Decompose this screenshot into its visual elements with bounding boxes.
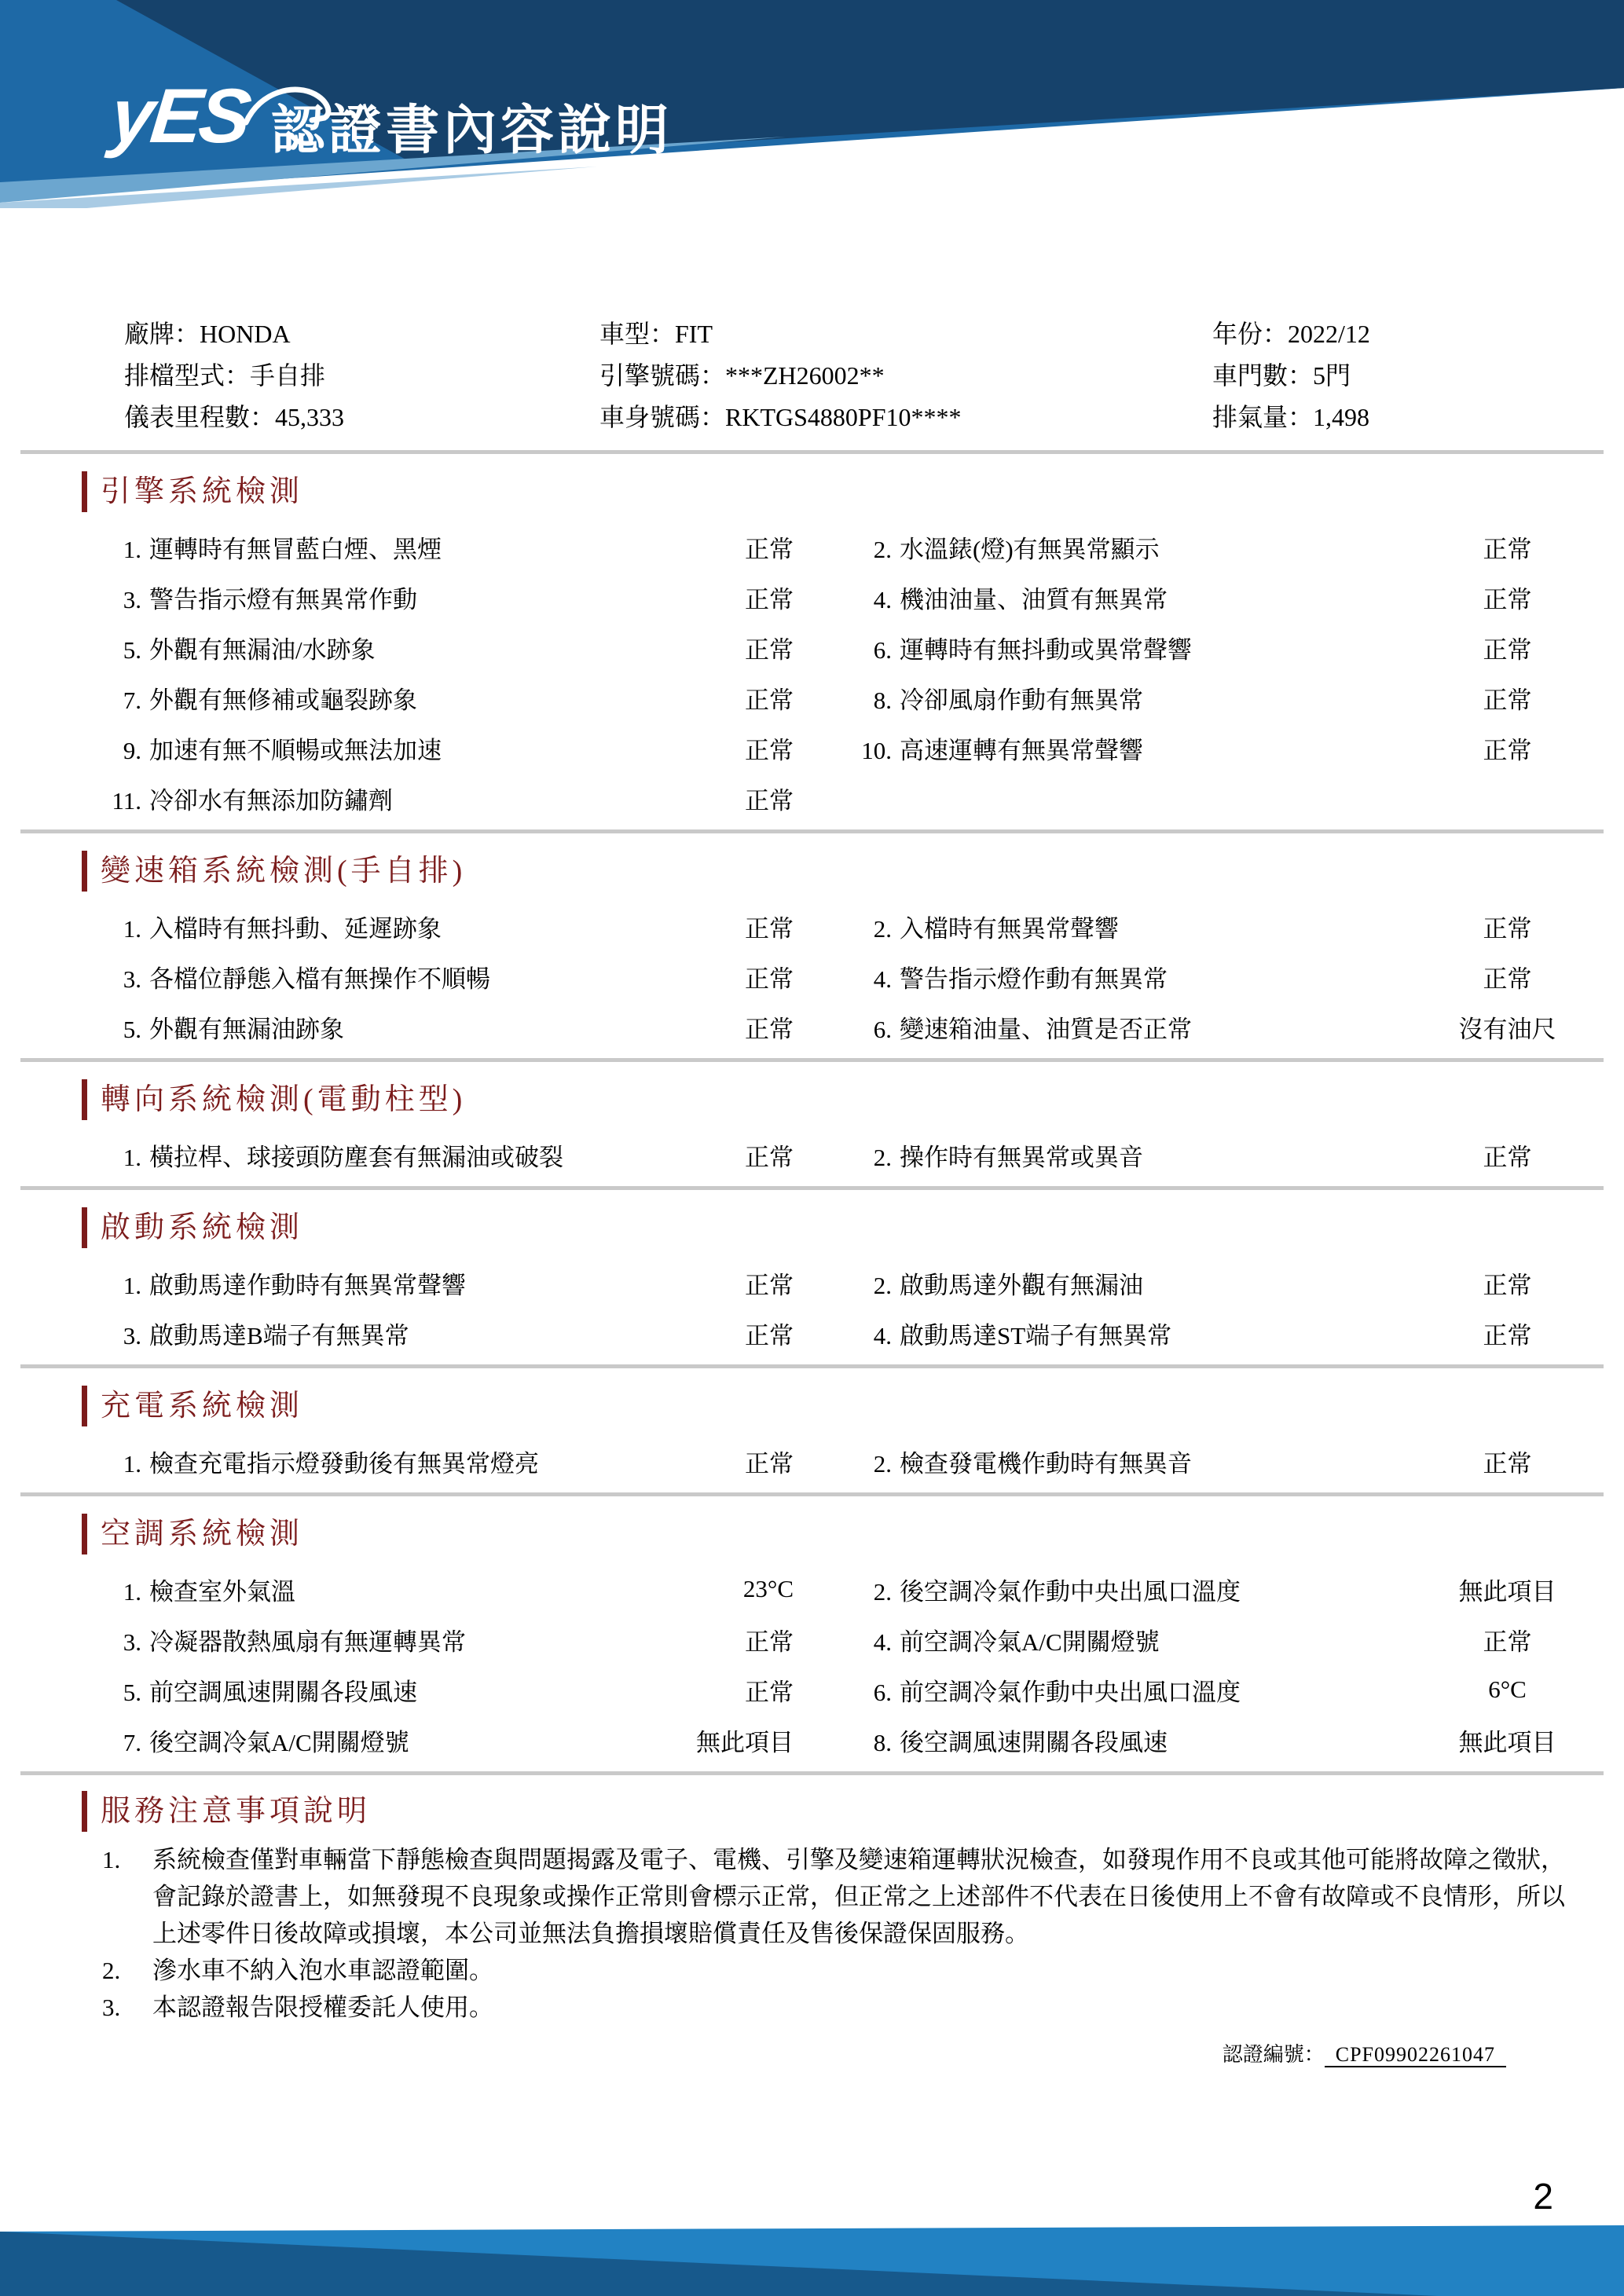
item-result: 正常 xyxy=(1483,635,1532,664)
inspection-row xyxy=(102,1564,1565,1614)
item-text: 啟動馬達ST端子有無異常 xyxy=(900,1321,1172,1349)
item-label xyxy=(852,630,1450,665)
note-item xyxy=(82,1841,1565,1952)
item-number: 2. xyxy=(873,535,892,563)
item-result: 6°C xyxy=(1488,1675,1527,1703)
item-label xyxy=(852,1622,1450,1657)
page-header xyxy=(0,0,1624,208)
item-text: 啟動馬達B端子有無異常 xyxy=(149,1321,409,1349)
inspection-row xyxy=(102,1715,1565,1765)
item-label xyxy=(852,1444,1450,1479)
item-text: 後空調風速開關各段風速 xyxy=(900,1728,1168,1756)
vehicle-info-field: 引擎號碼：***ZH26002** xyxy=(599,361,885,390)
item-result: 正常 xyxy=(745,535,794,563)
item-number: 1. xyxy=(123,1271,141,1299)
note-text: 本認證報告限授權委託人使用。 xyxy=(152,1994,493,2021)
item-result: 沒有油尺 xyxy=(1458,1015,1556,1043)
item-text: 啟動馬達作動時有無異常聲響 xyxy=(149,1271,466,1299)
inspection-row xyxy=(102,901,1565,951)
item-text: 前空調風速開關各段風速 xyxy=(149,1678,417,1706)
item-number: 10. xyxy=(861,736,892,764)
item-text: 橫拉桿、球接頭防塵套有無漏油或破裂 xyxy=(149,1143,563,1171)
item-number: 8. xyxy=(873,1728,892,1756)
item-label xyxy=(102,781,684,816)
item-text: 高速運轉有無異常聲響 xyxy=(900,736,1143,764)
item-number: 2. xyxy=(873,914,892,943)
item-label xyxy=(852,959,1450,994)
item-text: 操作時有無異常或異音 xyxy=(900,1143,1143,1171)
item-number: 4. xyxy=(873,1628,892,1656)
item-label xyxy=(102,1622,684,1657)
item-label xyxy=(102,529,684,565)
sections-container xyxy=(0,450,1624,1775)
service-notes-section xyxy=(0,1775,1624,2067)
item-number: 2. xyxy=(873,1143,892,1171)
item-number: 6. xyxy=(873,635,892,664)
item-result: 正常 xyxy=(1483,1143,1532,1171)
section-title: 充電系統檢測 xyxy=(82,1386,1565,1426)
item-text: 外觀有無修補或龜裂跡象 xyxy=(149,686,417,714)
item-result: 正常 xyxy=(1483,1271,1532,1299)
item-label xyxy=(102,680,684,716)
item-number: 3. xyxy=(123,965,141,993)
item-number: 1. xyxy=(123,1143,141,1171)
item-text: 運轉時有無冒藍白煙、黑煙 xyxy=(149,535,442,563)
inspection-row xyxy=(102,672,1565,723)
section-items xyxy=(82,1130,1565,1180)
item-number: 1. xyxy=(123,535,141,563)
item-number: 5. xyxy=(123,635,141,664)
inspection-row xyxy=(102,1664,1565,1715)
inspection-row xyxy=(102,572,1565,622)
notes-list xyxy=(82,1841,1565,2026)
item-number: 8. xyxy=(873,686,892,714)
item-result: 正常 xyxy=(1483,914,1532,943)
item-text: 變速箱油量、油質是否正常 xyxy=(900,1015,1192,1043)
section-title: 變速箱系統檢測(手自排) xyxy=(82,851,1565,892)
note-number: 1. xyxy=(102,1846,121,1873)
item-text: 外觀有無漏油/水跡象 xyxy=(149,635,376,664)
item-text: 警告指示燈作動有無異常 xyxy=(900,965,1168,993)
item-text: 外觀有無漏油跡象 xyxy=(149,1015,344,1043)
item-number: 2. xyxy=(873,1271,892,1299)
item-text: 檢查發電機作動時有無異音 xyxy=(900,1449,1192,1478)
note-text: 滲水車不納入泡水車認證範圍。 xyxy=(152,1957,493,1984)
item-result: 正常 xyxy=(745,1449,794,1478)
item-text: 檢查充電指示燈發動後有無異常燈亮 xyxy=(149,1449,539,1478)
item-number: 7. xyxy=(123,686,141,714)
section-items xyxy=(82,522,1565,823)
item-number: 1. xyxy=(123,1577,141,1606)
item-label xyxy=(102,1316,684,1351)
page-footer xyxy=(0,2225,1624,2296)
item-label xyxy=(102,959,684,994)
page-title: 認證書內容說明 xyxy=(271,101,673,160)
item-text: 檢查室外氣溫 xyxy=(149,1577,295,1606)
item-result: 正常 xyxy=(745,1271,794,1299)
item-label xyxy=(852,1723,1450,1758)
item-result: 正常 xyxy=(1483,965,1532,993)
certificate-number-line xyxy=(82,2038,1565,2067)
item-text: 入檔時有無異常聲響 xyxy=(900,914,1119,943)
vehicle-info-field: 年份：2022/12 xyxy=(1212,320,1370,348)
item-text: 運轉時有無抖動或異常聲響 xyxy=(900,635,1192,664)
item-text: 冷凝器散熱風扇有無運轉異常 xyxy=(149,1628,466,1656)
item-label xyxy=(852,731,1450,766)
item-result: 正常 xyxy=(745,736,794,764)
item-result: 正常 xyxy=(745,914,794,943)
inspection-section xyxy=(0,1496,1624,1771)
item-result: 正常 xyxy=(745,1143,794,1171)
item-label xyxy=(102,630,684,665)
item-label xyxy=(102,909,684,944)
inspection-row xyxy=(102,622,1565,672)
item-result: 正常 xyxy=(1483,686,1532,714)
item-result: 正常 xyxy=(1483,1628,1532,1656)
item-text: 各檔位靜態入檔有無操作不順暢 xyxy=(149,965,490,993)
section-title: 轉向系統檢測(電動柱型) xyxy=(82,1079,1565,1120)
item-result: 正常 xyxy=(1483,1449,1532,1478)
item-label xyxy=(102,1137,684,1173)
item-number: 3. xyxy=(123,585,141,613)
inspection-row xyxy=(102,773,1565,823)
section-title: 空調系統檢測 xyxy=(82,1514,1565,1554)
inspection-row xyxy=(102,522,1565,572)
vehicle-info-field: 廠牌：HONDA xyxy=(124,320,291,348)
item-result: 正常 xyxy=(1483,1321,1532,1349)
item-result: 正常 xyxy=(1483,585,1532,613)
section-items xyxy=(82,1436,1565,1486)
item-text: 冷卻水有無添加防鏽劑 xyxy=(149,786,393,815)
item-number: 4. xyxy=(873,1321,892,1349)
item-result: 正常 xyxy=(1483,535,1532,563)
section-items xyxy=(82,1258,1565,1358)
item-result: 無此項目 xyxy=(1458,1728,1556,1756)
inspection-section xyxy=(0,833,1624,1058)
item-number: 1. xyxy=(123,1449,141,1478)
item-label xyxy=(102,1672,684,1708)
item-label xyxy=(852,580,1450,615)
item-label xyxy=(852,1672,1450,1708)
item-text: 後空調冷氣A/C開關燈號 xyxy=(149,1728,409,1756)
section-items xyxy=(82,1564,1565,1765)
section-items xyxy=(82,901,1565,1052)
vehicle-info-field: 車身號碼：RKTGS4880PF10**** xyxy=(599,403,962,431)
item-number: 4. xyxy=(873,585,892,613)
item-number: 9. xyxy=(123,736,141,764)
item-number: 1. xyxy=(123,914,141,943)
inspection-section xyxy=(0,1190,1624,1364)
inspection-row xyxy=(102,1614,1565,1664)
item-number: 2. xyxy=(873,1577,892,1606)
inspection-row xyxy=(102,1130,1565,1180)
yes-logo-text: yES xyxy=(107,72,253,159)
note-item xyxy=(82,1989,1565,2026)
inspection-row xyxy=(102,1436,1565,1486)
item-label xyxy=(852,680,1450,716)
item-label xyxy=(102,1009,684,1045)
item-text: 入檔時有無抖動、延遲跡象 xyxy=(149,914,442,943)
inspection-section xyxy=(0,1062,1624,1186)
item-label xyxy=(852,1316,1450,1351)
inspection-row xyxy=(102,951,1565,1002)
notes-title: 服務注意事項說明 xyxy=(82,1791,1565,1832)
item-label xyxy=(852,1137,1450,1173)
item-result: 正常 xyxy=(745,1015,794,1043)
item-number: 6. xyxy=(873,1015,892,1043)
item-number: 7. xyxy=(123,1728,141,1756)
item-label xyxy=(102,1723,684,1758)
item-result: 正常 xyxy=(745,635,794,664)
vehicle-info-field: 車門數：5門 xyxy=(1212,361,1351,390)
item-label xyxy=(852,909,1450,944)
item-label xyxy=(852,1265,1450,1301)
inspection-row xyxy=(102,1002,1565,1052)
page-number: 2 xyxy=(1533,2176,1553,2217)
item-label xyxy=(852,1572,1450,1607)
inspection-row xyxy=(102,723,1565,773)
item-label xyxy=(102,580,684,615)
inspection-section xyxy=(0,1368,1624,1492)
item-text: 冷卻風扇作動有無異常 xyxy=(900,686,1143,714)
item-number: 2. xyxy=(873,1449,892,1478)
item-label xyxy=(102,1572,684,1607)
item-number: 4. xyxy=(873,965,892,993)
item-text: 機油油量、油質有無異常 xyxy=(900,585,1168,613)
item-result: 正常 xyxy=(745,1321,794,1349)
note-item xyxy=(82,1952,1565,1989)
vehicle-info-field: 排氣量：1,498 xyxy=(1212,403,1370,431)
item-result: 無此項目 xyxy=(696,1728,794,1756)
section-title: 啟動系統檢測 xyxy=(82,1207,1565,1248)
item-result: 正常 xyxy=(745,585,794,613)
item-text: 前空調冷氣作動中央出風口溫度 xyxy=(900,1678,1241,1706)
item-label xyxy=(102,731,684,766)
item-label xyxy=(852,529,1450,565)
item-result: 正常 xyxy=(1483,736,1532,764)
footer-background xyxy=(0,2225,1624,2296)
item-result: 無此項目 xyxy=(1458,1577,1556,1606)
inspection-row xyxy=(102,1308,1565,1358)
item-text: 警告指示燈有無異常作動 xyxy=(149,585,417,613)
item-number: 6. xyxy=(873,1678,892,1706)
item-label xyxy=(102,1444,684,1479)
item-number: 11. xyxy=(112,786,141,815)
inspection-section xyxy=(0,454,1624,829)
item-result: 正常 xyxy=(745,686,794,714)
item-number: 5. xyxy=(123,1678,141,1706)
item-text: 加速有無不順暢或無法加速 xyxy=(149,736,442,764)
item-result: 正常 xyxy=(745,1678,794,1706)
section-title: 引擎系統檢測 xyxy=(82,471,1565,512)
inspection-row xyxy=(102,1258,1565,1308)
item-text: 水溫錶(燈)有無異常顯示 xyxy=(900,535,1160,563)
item-label xyxy=(852,1009,1450,1045)
note-number: 3. xyxy=(102,1994,121,2021)
item-result: 正常 xyxy=(745,1628,794,1656)
note-number: 2. xyxy=(102,1957,121,1984)
item-result: 正常 xyxy=(745,786,794,815)
certificate-number-value: CPF09902261047 xyxy=(1325,2043,1506,2067)
item-result: 正常 xyxy=(745,965,794,993)
item-result: 23°C xyxy=(742,1575,794,1602)
item-text: 啟動馬達外觀有無漏油 xyxy=(900,1271,1143,1299)
item-text: 後空調冷氣作動中央出風口溫度 xyxy=(900,1577,1241,1606)
item-text: 前空調冷氣A/C開關燈號 xyxy=(900,1628,1160,1656)
item-number: 3. xyxy=(123,1628,141,1656)
item-number: 5. xyxy=(123,1015,141,1043)
item-label xyxy=(102,1265,684,1301)
vehicle-info-field: 車型：FIT xyxy=(599,320,713,348)
vehicle-info-field: 儀表里程數：45,333 xyxy=(124,403,345,431)
note-text: 系統檢查僅對車輛當下靜態檢查與問題揭露及電子、電機、引擎及變速箱運轉狀況檢查，如發現作用不良或其他可能將故障之徵狀，會記錄於證書上，如無發現不良現象或操作正常則會標示正常，但正常之上述部件不代表在日後使用上不會有故障或不良情形，所以上述零件日後故障或損壞，本公司並無法負擔損壞賠償責任及售後保證保固服務。 xyxy=(152,1846,1565,1947)
item-number: 3. xyxy=(123,1321,141,1349)
vehicle-info-field: 排檔型式：手自排 xyxy=(124,361,326,390)
certificate-number-label: 認證編號： xyxy=(1222,2043,1325,2066)
